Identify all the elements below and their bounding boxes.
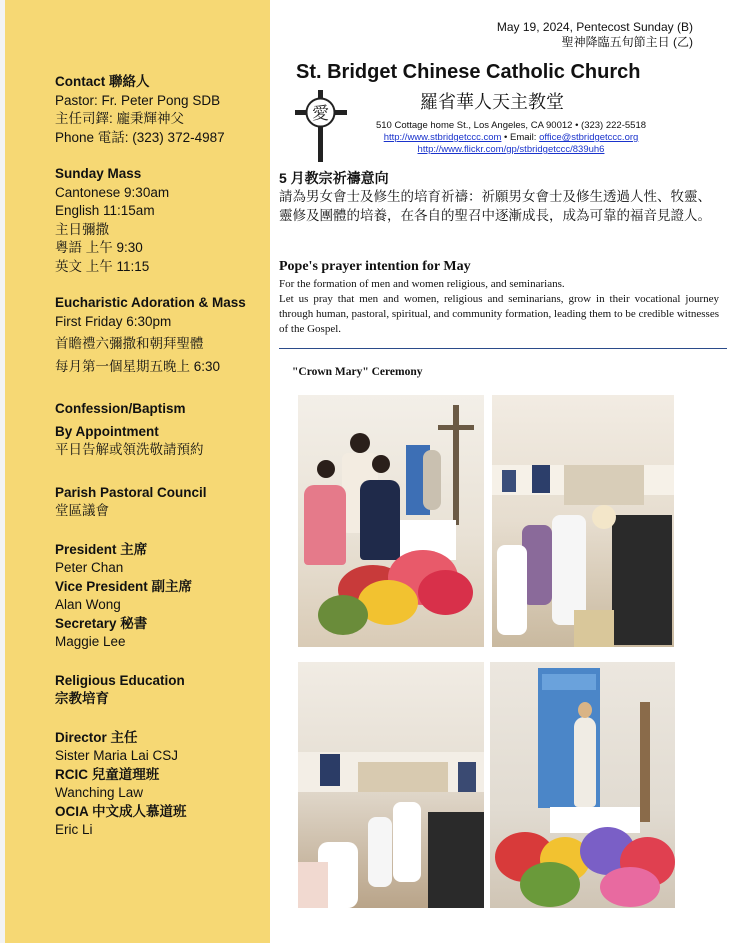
contact-title: Contact 聯絡人: [55, 74, 150, 89]
web-email-line: [366, 132, 656, 144]
mass-section: [55, 165, 273, 276]
adoration-time-zh: 每月第一個星期五晚上 6:30: [55, 358, 221, 374]
religious-ed-zh: 宗教培育: [55, 691, 109, 706]
intention-en-title: Pope's prayer intention for May: [279, 259, 471, 274]
flickr-link[interactable]: http://www.flickr.com/gp/stbridgetccc/839uh6: [417, 144, 605, 155]
ceremony-caption: "Crown Mary" Ceremony: [292, 366, 423, 378]
ceremony-photo-1: [298, 395, 484, 647]
date-zh: 聖神降臨五旬節主日 (乙): [561, 35, 693, 49]
confession-zh: 平日告解或領洗敬請預約: [55, 442, 204, 457]
appointment-title: By Appointment: [55, 423, 159, 439]
ceremony-photo-2: [492, 395, 674, 647]
intention-zh-body: 請為男女會士及修生的培育祈禱：祈願男女會士及修生透過人性、牧靈、靈修及團體的培養，在各自的聖召中逐漸成長，成為可靠的福音見證人。: [279, 189, 711, 224]
officers-section: [55, 541, 273, 652]
intention-zh-title: 5 月教宗祈禱意向: [279, 170, 389, 186]
sidebar: [0, 0, 270, 943]
confession-title: Confession/Baptism: [55, 401, 186, 416]
email-link[interactable]: office@stbridgetccc.org: [539, 132, 639, 143]
mass-cantonese-zh: 粵語 上午 9:30: [55, 240, 143, 255]
secretary-name: Maggie Lee: [55, 634, 126, 649]
council-title: Parish Pastoral Council: [55, 484, 207, 500]
adoration-time: First Friday 6:30pm: [55, 313, 172, 329]
pastor-name-zh: 主任司鐸: 龐秉輝神父: [55, 111, 185, 126]
council-section: [55, 484, 273, 521]
mass-english-zh: 英文 上午 11:15: [55, 258, 150, 274]
logo-character: 愛: [312, 104, 329, 124]
section-divider: [279, 348, 727, 349]
confession-section: [55, 400, 273, 460]
sidebar-content: [55, 73, 273, 858]
contact-section: [55, 73, 273, 147]
intention-en-line-2: Let us pray that men and women, religious and seminarians, grow in their vocational journey through human, pastoral, spiritual, and community formation, leading them to be credible witnesses of the Gospel.: [279, 293, 719, 335]
date-en: May 19, 2024, Pentecost Sunday (B): [496, 20, 693, 34]
pastor-name: Pastor: Fr. Peter Pong SDB: [55, 92, 221, 108]
council-zh: 堂區議會: [55, 503, 109, 518]
adoration-title: Eucharistic Adoration & Mass: [55, 295, 246, 310]
intention-en-line-1: For the formation of men and women religious, and seminarians.: [279, 278, 565, 290]
director-title: Director 主任: [55, 729, 138, 745]
mass-title: Sunday Mass: [55, 166, 142, 181]
rcic-name: Wanching Law: [55, 785, 144, 800]
address-line: 510 Cottage home St., Los Angeles, CA 90012 • (323) 222-5518: [375, 120, 647, 131]
director-name: Sister Maria Lai CSJ: [55, 748, 179, 763]
rcic-title: RCIC 兒童道理班: [55, 766, 160, 782]
church-logo-icon: [293, 88, 349, 164]
intention-en-body: [279, 277, 719, 337]
vice-president-name: Alan Wong: [55, 597, 121, 612]
adoration-zh: 首瞻禮六彌撒和朝拜聖體: [55, 336, 204, 351]
adoration-section: [55, 294, 273, 376]
religious-ed-title: Religious Education: [55, 672, 185, 688]
president-title: President 主席: [55, 541, 148, 557]
staff-section: [55, 729, 273, 840]
mass-cantonese: Cantonese 9:30am: [55, 184, 170, 200]
vice-president-title: Vice President 副主席: [55, 578, 193, 594]
phone-number: Phone 電話: (323) 372-4987: [55, 129, 225, 145]
ocia-name: Eric Li: [55, 822, 93, 837]
church-name-zh: 羅省華人天主教堂: [420, 92, 564, 112]
president-name: Peter Chan: [55, 560, 124, 575]
website-link[interactable]: http://www.stbridgetccc.com: [383, 132, 502, 143]
secretary-title: Secretary 秘書: [55, 615, 148, 631]
mass-zh-title: 主日彌撒: [55, 221, 109, 237]
ceremony-photo-3: [298, 662, 484, 908]
contact-info: [366, 120, 656, 156]
ocia-title: OCIA 中文成人慕道班: [55, 803, 187, 819]
ceremony-photo-4: [490, 662, 675, 908]
mass-english: English 11:15am: [55, 203, 155, 218]
religious-ed-section: [55, 672, 273, 709]
bulletin-date: [497, 20, 693, 50]
email-label: • Email:: [501, 132, 540, 143]
church-name-en: St. Bridget Chinese Catholic Church: [296, 61, 641, 83]
